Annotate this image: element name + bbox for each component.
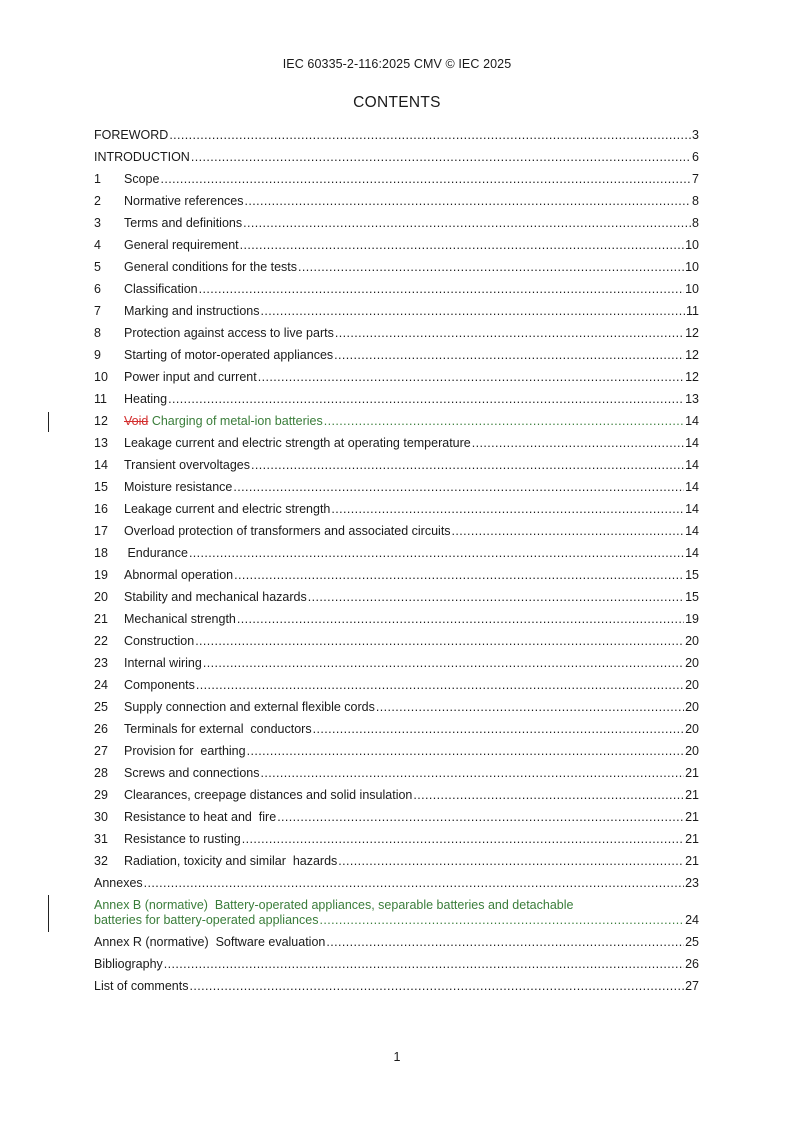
- dot-leader: [260, 300, 685, 322]
- toc-entry-number: 6: [94, 282, 101, 296]
- toc-entry-label: Construction: [124, 634, 195, 648]
- toc-entry-clause-31[interactable]: [94, 828, 699, 850]
- toc-entry-page: 10: [685, 260, 699, 274]
- toc-entry-label: Normative references: [124, 194, 244, 208]
- dot-leader: [331, 498, 684, 520]
- toc-entry-page: 20: [685, 722, 699, 736]
- toc-entry-label: Heating: [124, 392, 168, 406]
- toc-entry-page: 10: [685, 238, 699, 252]
- toc-entry-label: [124, 410, 323, 432]
- toc-entry-number: 15: [94, 480, 108, 494]
- toc-entry-page: 23: [685, 876, 699, 890]
- dot-leader: [245, 190, 692, 212]
- toc-entry-clause-20[interactable]: [94, 586, 699, 608]
- toc-entry-number: 11: [94, 392, 107, 406]
- dot-leader: [199, 278, 684, 300]
- dot-leader: [324, 410, 684, 432]
- dot-leader: [189, 542, 684, 564]
- toc-entry-page: 14: [685, 502, 699, 516]
- toc-entry-clause-23[interactable]: [94, 652, 699, 674]
- toc-entry-clause-9[interactable]: [94, 344, 699, 366]
- toc-entry-label: Power input and current: [124, 370, 257, 384]
- dot-leader: [334, 344, 684, 366]
- toc-entry-number: 13: [94, 436, 108, 450]
- table-of-contents: [94, 124, 699, 997]
- page-title: CONTENTS: [353, 94, 441, 111]
- dot-leader: [319, 913, 684, 928]
- dot-leader: [233, 476, 684, 498]
- inserted-text: Charging of metal-ion batteries: [151, 414, 323, 428]
- toc-entry-label: Provision for earthing: [124, 744, 246, 758]
- toc-entry-label: Mechanical strength: [124, 612, 236, 626]
- toc-entry-number: 12: [94, 414, 108, 428]
- toc-entry-clause-1[interactable]: [94, 168, 699, 190]
- toc-entry-number: 27: [94, 744, 108, 758]
- dot-leader: [452, 520, 685, 542]
- toc-entry-clause-8[interactable]: [94, 322, 699, 344]
- dot-leader: [168, 388, 684, 410]
- toc-entry-clause-32[interactable]: [94, 850, 699, 872]
- toc-entry-number: 26: [94, 722, 108, 736]
- toc-entry-label: Stability and mechanical hazards: [124, 590, 307, 604]
- toc-entry-page: 8: [692, 194, 699, 208]
- dot-leader: [189, 975, 684, 997]
- toc-entry-page: 14: [685, 546, 699, 560]
- toc-entry-number: 5: [94, 260, 101, 274]
- toc-entry-label: Leakage current and electric strength at operating temperature: [124, 436, 471, 450]
- toc-entry-clause-12[interactable]: [94, 410, 699, 432]
- toc-entry-label: Annexes: [94, 876, 143, 890]
- toc-entry-clause-16[interactable]: [94, 498, 699, 520]
- toc-entry-label: Components: [124, 678, 195, 692]
- toc-entry-label: Starting of motor-operated appliances: [124, 348, 334, 362]
- toc-entry-label: Bibliography: [94, 957, 163, 971]
- toc-entry-clause-7[interactable]: [94, 300, 699, 322]
- toc-entry-number: 20: [94, 590, 108, 604]
- toc-entry-label: Annex R (normative) Software evaluation: [94, 935, 326, 949]
- toc-entry-label: Screws and connections: [124, 766, 260, 780]
- toc-entry-page: 14: [685, 436, 699, 450]
- toc-entry-label: INTRODUCTION: [94, 150, 190, 164]
- dot-leader: [237, 608, 684, 630]
- dot-leader: [169, 124, 691, 146]
- toc-entry-number: 14: [94, 458, 108, 472]
- change-bar-clause-12: [48, 412, 49, 432]
- toc-entry-page: 25: [685, 935, 699, 949]
- dot-leader: [144, 872, 684, 894]
- dot-leader: [160, 168, 691, 190]
- toc-entry-page: 19: [685, 612, 699, 626]
- toc-entry-page: 12: [685, 370, 699, 384]
- toc-entry-number: 23: [94, 656, 108, 670]
- toc-entry-page: 27: [685, 979, 699, 993]
- toc-entry-annexes[interactable]: [94, 872, 699, 894]
- toc-entry-label: Transient overvoltages: [124, 458, 250, 472]
- toc-entry-page: 14: [685, 480, 699, 494]
- dot-leader: [261, 762, 685, 784]
- dot-leader: [277, 806, 684, 828]
- dot-leader: [326, 931, 684, 953]
- toc-entry-number: 30: [94, 810, 108, 824]
- toc-entry-label: Radiation, toxicity and similar hazards: [124, 854, 338, 868]
- toc-entry-label: General requirement: [124, 238, 239, 252]
- toc-entry-page: 20: [685, 678, 699, 692]
- toc-entry-clause-17[interactable]: [94, 520, 699, 542]
- toc-entry-page: 7: [692, 172, 699, 186]
- toc-entry-annex-r[interactable]: [94, 931, 699, 953]
- toc-entry-clause-25[interactable]: [94, 696, 699, 718]
- toc-entry-page: 6: [692, 150, 699, 164]
- dot-leader: [242, 828, 684, 850]
- dot-leader: [313, 718, 685, 740]
- toc-entry-clause-22[interactable]: [94, 630, 699, 652]
- dot-leader: [335, 322, 684, 344]
- dot-leader: [413, 784, 684, 806]
- toc-entry-number: 8: [94, 326, 101, 340]
- toc-entry-number: 22: [94, 634, 108, 648]
- change-bar-annex-b: [48, 895, 49, 932]
- toc-entry-label: Protection against access to live parts: [124, 326, 334, 340]
- toc-entry-annex-b[interactable]: [94, 894, 699, 931]
- toc-entry-label: Abnormal operation: [124, 568, 234, 582]
- toc-entry-clause-29[interactable]: [94, 784, 699, 806]
- toc-entry-clause-30[interactable]: [94, 806, 699, 828]
- toc-entry-clause-24[interactable]: [94, 674, 699, 696]
- toc-entry-label: Overload protection of transformers and associated circuits: [124, 524, 451, 538]
- toc-entry-clause-6[interactable]: [94, 278, 699, 300]
- toc-entry-number: 19: [94, 568, 108, 582]
- toc-entry-number: 9: [94, 348, 101, 362]
- document-header: IEC 60335-2-116:2025 CMV © IEC 2025: [282, 57, 512, 71]
- toc-entry-page: 12: [685, 326, 699, 340]
- toc-entry-number: 1: [94, 172, 101, 186]
- toc-entry-page: 20: [685, 744, 699, 758]
- page-number: 1: [393, 1050, 401, 1064]
- toc-entry-page: 20: [685, 700, 699, 714]
- toc-entry-number: 32: [94, 854, 108, 868]
- dot-leader: [298, 256, 684, 278]
- toc-entry-label: Moisture resistance: [124, 480, 233, 494]
- dot-leader: [203, 652, 684, 674]
- dot-leader: [308, 586, 684, 608]
- toc-entry-label: FOREWORD: [94, 128, 169, 142]
- dot-leader: [243, 212, 691, 234]
- toc-entry-clause-13[interactable]: [94, 432, 699, 454]
- toc-entry-label-line-2: batteries for battery-operated appliances: [94, 913, 319, 927]
- toc-entry-label: List of comments: [94, 979, 189, 993]
- toc-entry-number: 17: [94, 524, 108, 538]
- toc-entry-number: 31: [94, 832, 108, 846]
- toc-entry-clause-4[interactable]: [94, 234, 699, 256]
- toc-entry-label: Clearances, creepage distances and solid insulation: [124, 788, 413, 802]
- toc-entry-bibliography[interactable]: [94, 953, 699, 975]
- toc-entry-clause-18[interactable]: [94, 542, 699, 564]
- toc-entry-number: 7: [94, 304, 101, 318]
- toc-entry-clause-5[interactable]: [94, 256, 699, 278]
- toc-entry-label: General conditions for the tests: [124, 260, 298, 274]
- toc-entry-number: 28: [94, 766, 108, 780]
- toc-entry-label: Internal wiring: [124, 656, 202, 670]
- toc-entry-label: Supply connection and external flexible cords: [124, 700, 375, 714]
- toc-entry-clause-21[interactable]: [94, 608, 699, 630]
- toc-entry-page: 15: [685, 568, 699, 582]
- toc-entry-number: 4: [94, 238, 101, 252]
- dot-leader: [376, 696, 684, 718]
- toc-entry-page: 3: [692, 128, 699, 142]
- dot-leader: [338, 850, 684, 872]
- dot-leader: [196, 674, 684, 696]
- toc-entry-label: Scope: [124, 172, 160, 186]
- toc-entry-clause-28[interactable]: [94, 762, 699, 784]
- toc-entry-number: 18: [94, 546, 108, 560]
- toc-entry-clause-19[interactable]: [94, 564, 699, 586]
- toc-entry-label: Resistance to heat and fire: [124, 810, 277, 824]
- toc-entry-page: 21: [685, 810, 699, 824]
- toc-entry-page: 13: [685, 392, 699, 406]
- toc-entry-label-line-1: Annex B (normative) Battery-operated appliances, separable batteries and detachable: [94, 898, 574, 912]
- toc-entry-label: Marking and instructions: [124, 304, 260, 318]
- dot-leader: [472, 432, 684, 454]
- toc-entry-number: 24: [94, 678, 108, 692]
- toc-entry-clause-11[interactable]: [94, 388, 699, 410]
- dot-leader: [247, 740, 685, 762]
- toc-entry-page: 14: [685, 458, 699, 472]
- toc-entry-number: 25: [94, 700, 108, 714]
- toc-entry-page: 21: [685, 766, 699, 780]
- toc-entry-page: 14: [685, 414, 699, 428]
- toc-entry-page: 15: [685, 590, 699, 604]
- toc-entry-clause-2[interactable]: [94, 190, 699, 212]
- toc-entry-label: Endurance: [124, 546, 188, 560]
- toc-entry-clause-26[interactable]: [94, 718, 699, 740]
- toc-entry-number: 16: [94, 502, 108, 516]
- toc-entry-number: 3: [94, 216, 101, 230]
- toc-entry-clause-15[interactable]: [94, 476, 699, 498]
- toc-entry-foreword[interactable]: [94, 124, 699, 146]
- toc-entry-page: 24: [685, 913, 699, 927]
- toc-entry-label: Resistance to rusting: [124, 832, 241, 846]
- toc-entry-clause-14[interactable]: [94, 454, 699, 476]
- toc-entry-page: 20: [685, 656, 699, 670]
- deleted-text: Void: [124, 414, 149, 428]
- toc-entry-clause-10[interactable]: [94, 366, 699, 388]
- toc-entry-number: 10: [94, 370, 108, 384]
- toc-entry-page: 20: [685, 634, 699, 648]
- dot-leader: [240, 234, 684, 256]
- toc-entry-label: Classification: [124, 282, 198, 296]
- toc-entry-page: 21: [685, 832, 699, 846]
- dot-leader: [195, 630, 684, 652]
- toc-entry-page: 10: [685, 282, 699, 296]
- dot-leader: [258, 366, 684, 388]
- toc-entry-label: Terms and definitions: [124, 216, 243, 230]
- toc-entry-page: 12: [685, 348, 699, 362]
- toc-entry-introduction[interactable]: [94, 146, 699, 168]
- toc-entry-clause-27[interactable]: [94, 740, 699, 762]
- toc-entry-number: 29: [94, 788, 108, 802]
- toc-entry-clause-3[interactable]: [94, 212, 699, 234]
- toc-entry-page: 21: [685, 788, 699, 802]
- toc-entry-list-of-comments[interactable]: [94, 975, 699, 997]
- dot-leader: [234, 564, 684, 586]
- toc-entry-number: 21: [94, 612, 108, 626]
- toc-entry-page: 8: [692, 216, 699, 230]
- dot-leader: [164, 953, 684, 975]
- toc-entry-page: 21: [685, 854, 699, 868]
- toc-entry-page: 14: [685, 524, 699, 538]
- toc-entry-number: 2: [94, 194, 101, 208]
- dot-leader: [191, 146, 691, 168]
- toc-entry-page: 26: [685, 957, 699, 971]
- toc-entry-label: Terminals for external conductors: [124, 722, 312, 736]
- toc-entry-label: Leakage current and electric strength: [124, 502, 331, 516]
- toc-entry-page: 11: [686, 304, 699, 318]
- dot-leader: [251, 454, 684, 476]
